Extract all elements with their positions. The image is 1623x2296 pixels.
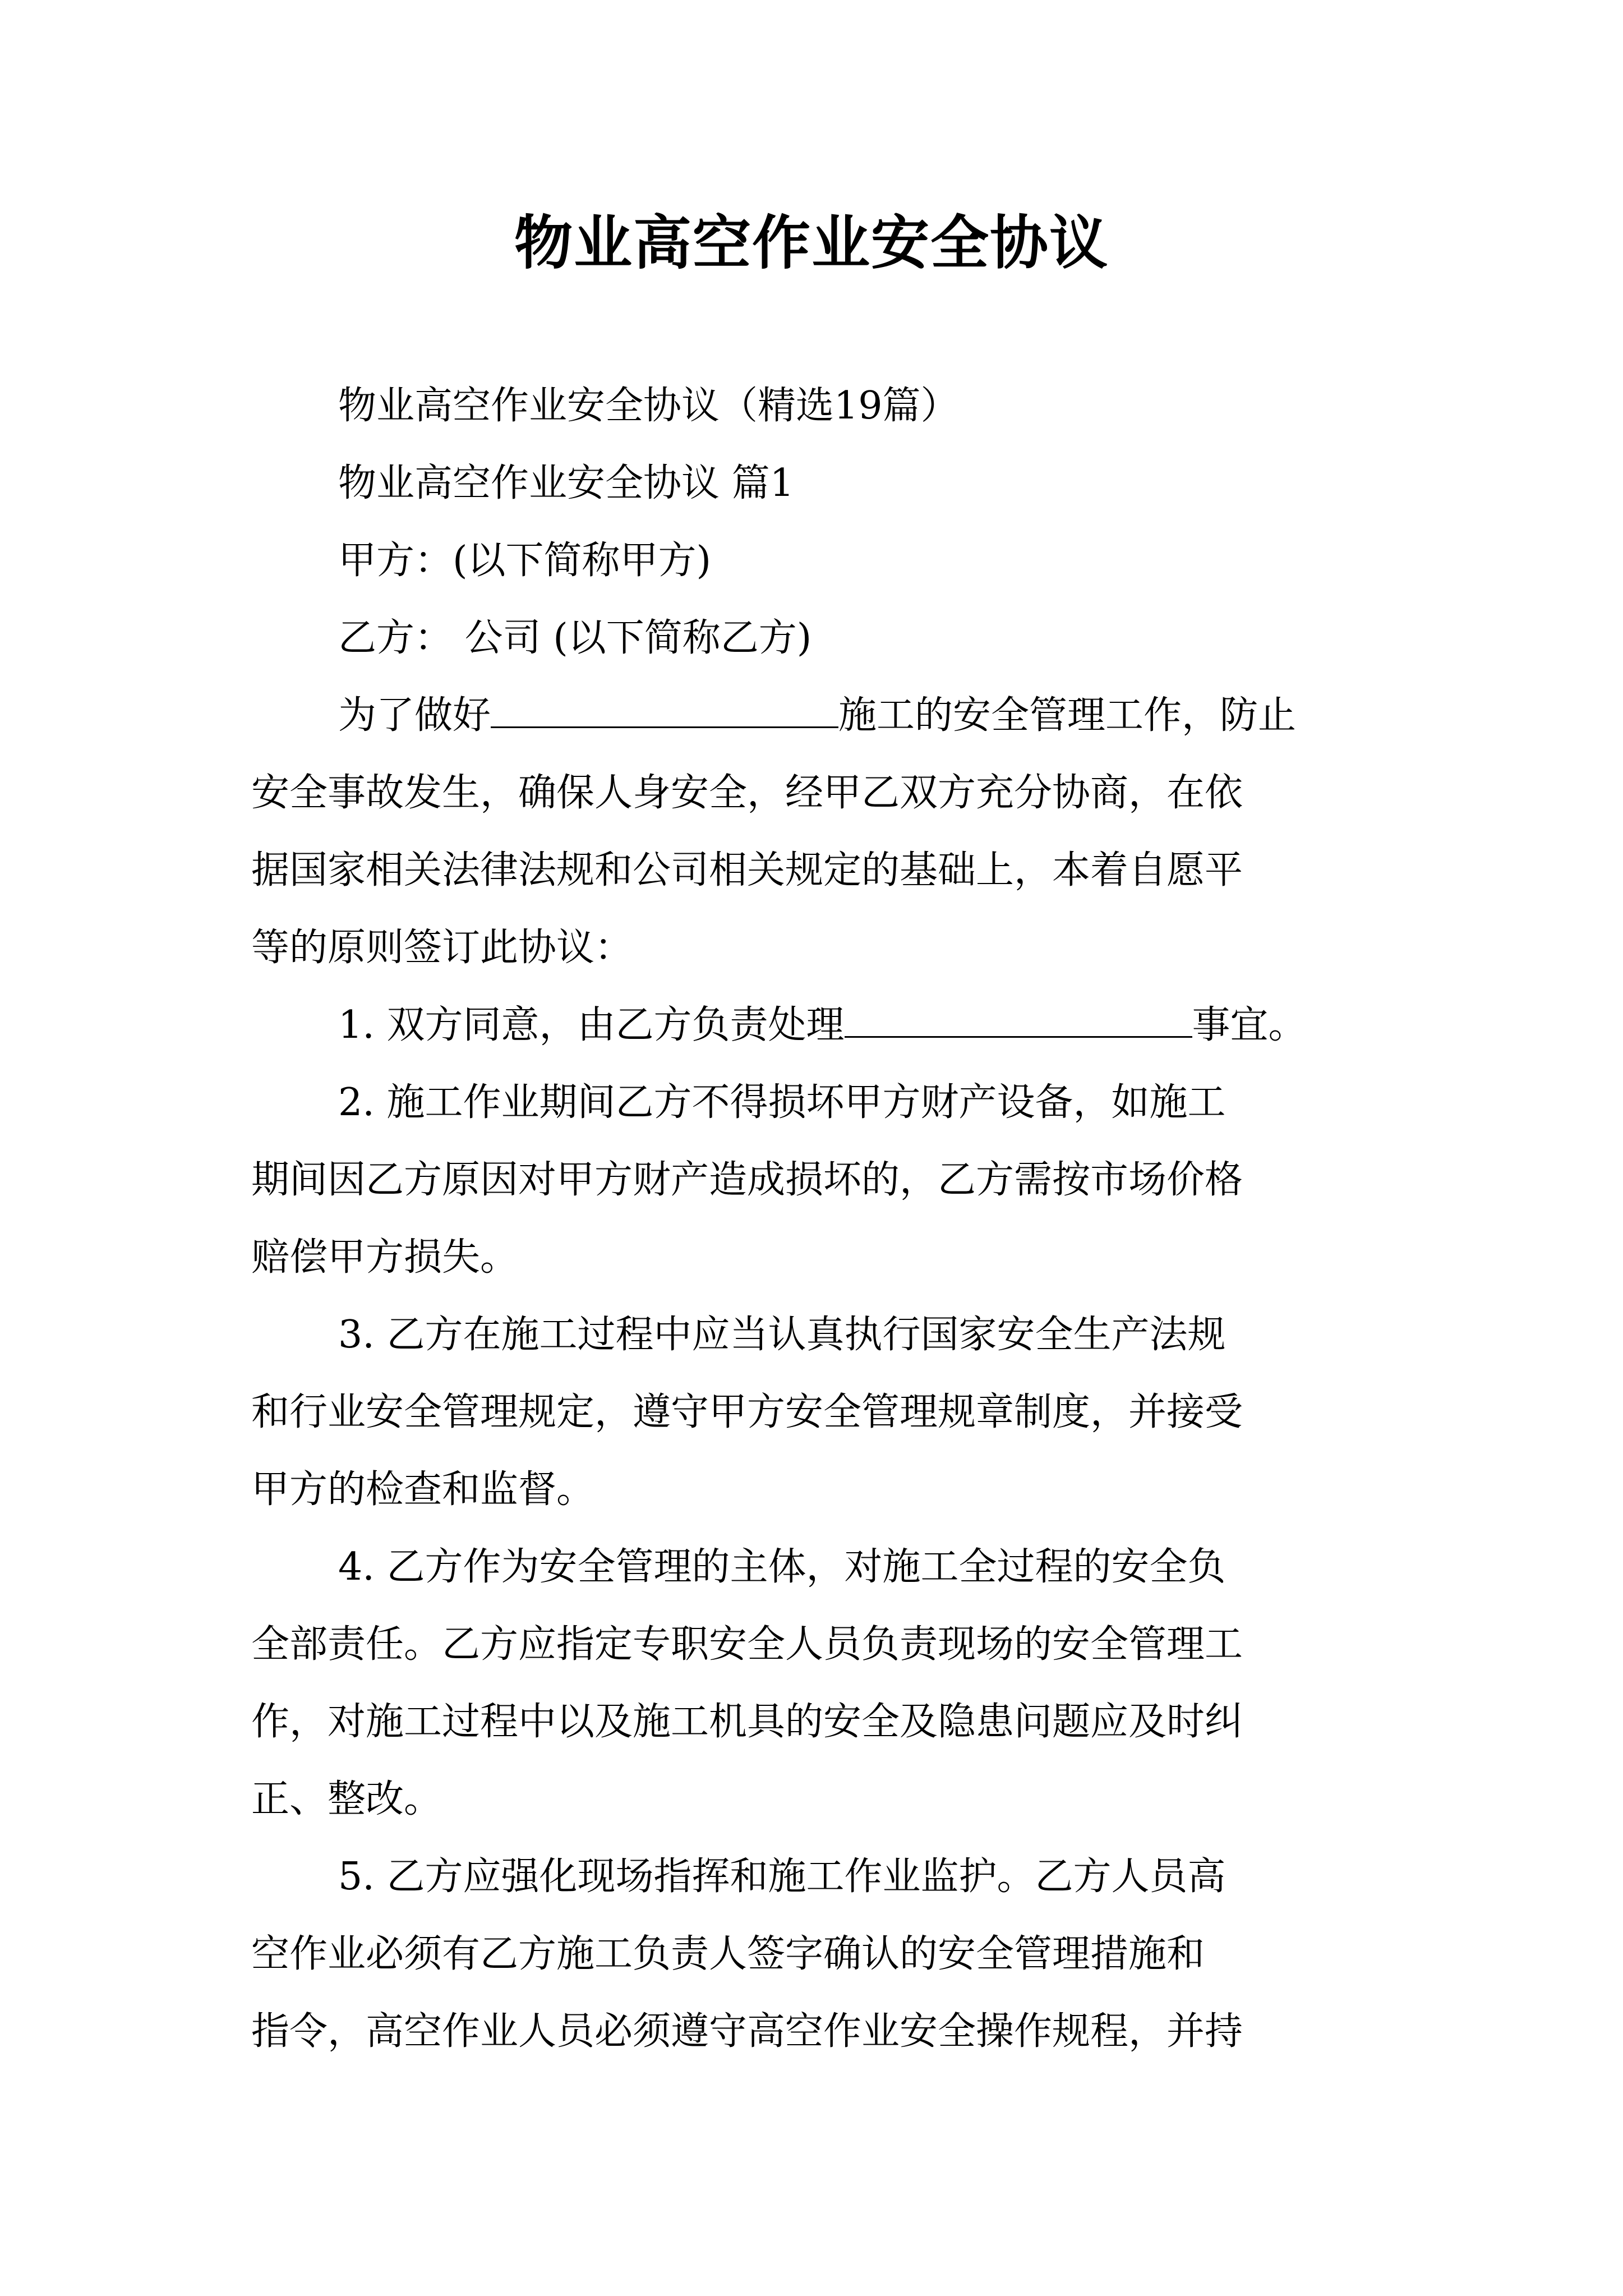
subtitle: 物业高空作业安全协议（精选19篇） xyxy=(338,384,959,428)
party-a-line: 甲方：(以下简称甲方) xyxy=(338,539,712,583)
clause-5-line: 指令，高空作业人员必须遵守高空作业安全操作规程，并持 xyxy=(251,2009,1243,2054)
clause-2-line: 赔偿甲方损失。 xyxy=(251,1235,519,1280)
intro-blank-field xyxy=(491,693,838,728)
clause-4-line: 4. 乙方作为安全管理的主体，对施工全过程的安全负 xyxy=(338,1545,1226,1589)
intro-text-before-blank: 为了做好 xyxy=(338,693,491,738)
party-b-line: 乙方： 公司 (以下简称乙方) xyxy=(338,616,812,660)
clause-1-text-after-blank: 事宜。 xyxy=(1192,1003,1307,1047)
clause-1 xyxy=(338,987,1384,1064)
clause-2-line: 2. 施工作业期间乙方不得损坏甲方财产设备，如施工 xyxy=(338,1080,1226,1125)
intro-line: 安全事故发生，确保人身安全，经甲乙双方充分协商，在依 xyxy=(251,771,1243,815)
clause-1-blank-field xyxy=(845,1002,1192,1038)
document-title: 物业高空作业安全协议 xyxy=(514,208,1109,277)
clause-3-line: 甲方的检查和监督。 xyxy=(251,1467,595,1512)
clause-5-line: 5. 乙方应强化现场指挥和施工作业监护。乙方人员高 xyxy=(338,1855,1226,1899)
clause-3-line: 和行业安全管理规定，遵守甲方安全管理规章制度，并接受 xyxy=(251,1390,1243,1434)
intro-line: 等的原则签订此协议： xyxy=(251,926,633,970)
intro-first-line xyxy=(338,677,1384,754)
clause-4-line: 全部责任。乙方应指定专职安全人员负责现场的安全管理工 xyxy=(251,1622,1243,1667)
intro-line: 据国家相关法律法规和公司相关规定的基础上，本着自愿平 xyxy=(251,848,1243,892)
clause-3-line: 3. 乙方在施工过程中应当认真执行国家安全生产法规 xyxy=(338,1313,1226,1357)
clause-2-line: 期间因乙方原因对甲方财产造成损坏的，乙方需按市场价格 xyxy=(251,1158,1243,1202)
clause-5-line: 空作业必须有乙方施工负责人签字确认的安全管理措施和 xyxy=(251,1932,1205,1976)
clause-4-line: 作，对施工过程中以及施工机具的安全及隐患问题应及时纠 xyxy=(251,1700,1243,1744)
section-heading: 物业高空作业安全协议 篇1 xyxy=(338,461,794,505)
clause-4-line: 正、整改。 xyxy=(251,1777,442,1821)
intro-text-after-blank: 施工的安全管理工作，防止 xyxy=(838,693,1297,738)
clause-1-text-before-blank: 1. 双方同意，由乙方负责处理 xyxy=(338,1003,845,1047)
document-body xyxy=(251,367,1384,2070)
